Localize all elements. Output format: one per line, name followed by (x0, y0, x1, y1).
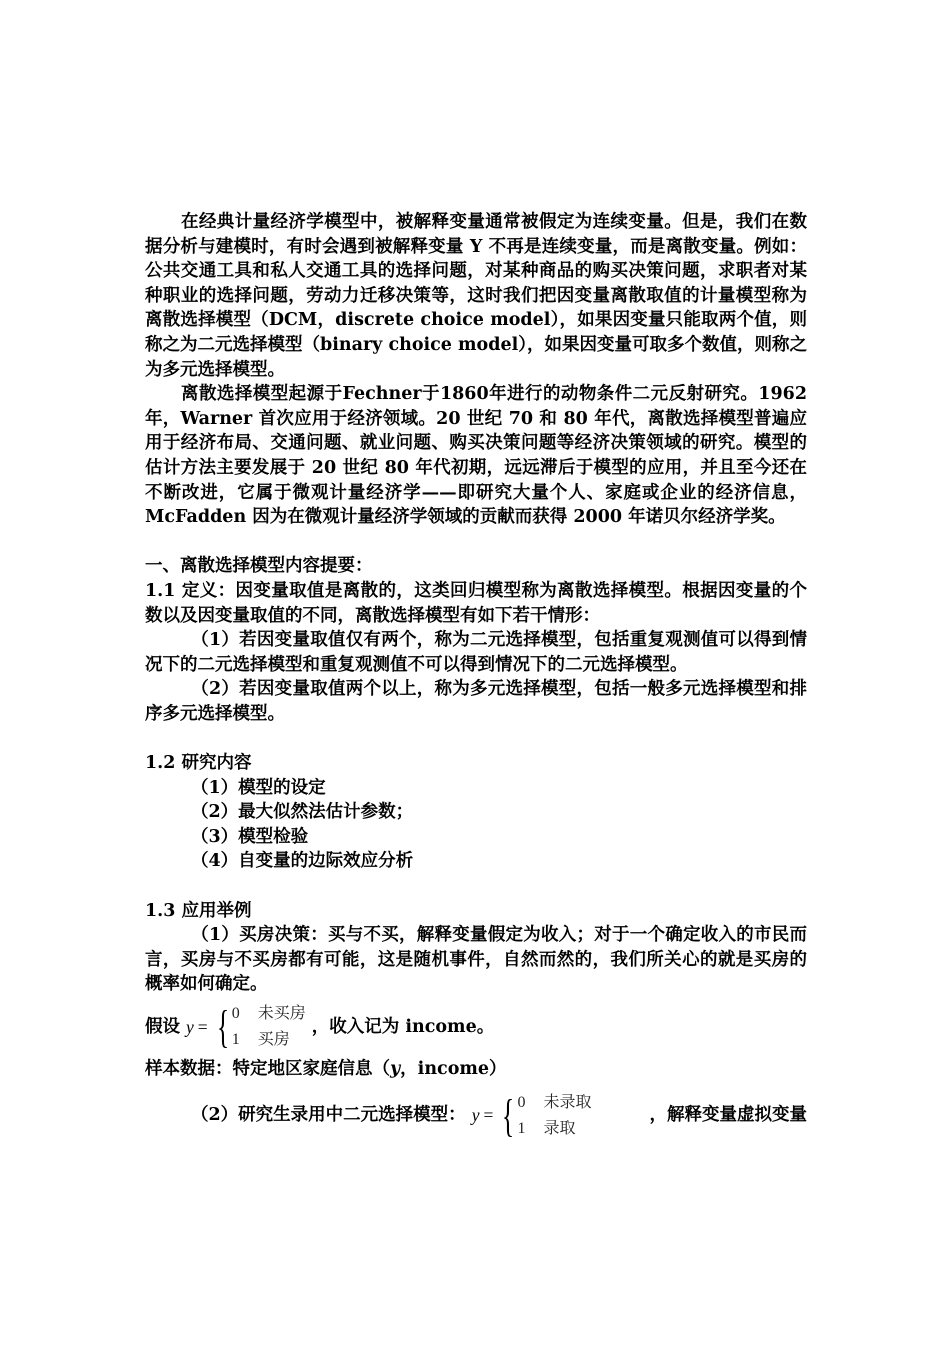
equals-sign: = (197, 1016, 208, 1037)
section-1-1-definition: 1.1 定义：因变量取值是离散的，这类回归模型称为离散选择模型。根据因变量的个数以及因变量取值的不同，离散选择模型有如下若干情形： (145, 580, 807, 626)
variable-y: y (186, 1016, 194, 1037)
cases (517, 1090, 591, 1142)
spacer (145, 530, 807, 555)
cases (232, 1001, 306, 1053)
case-row: 0 未买房 (231, 1005, 306, 1022)
spacer (145, 726, 807, 751)
section-1-2-item-2: （2）最大似然法估计参数； (191, 802, 414, 823)
section-1-2-item-3: （3）模型检验 (191, 826, 309, 847)
piecewise-function (472, 1090, 592, 1142)
example-2-equation (145, 1090, 807, 1142)
intro-paragraph-2: 离散选择模型起源于Fechner于1860年进行的动物条件二元反射研究。1962年，Warner 首次应用于经济领域。20 世纪 70 和 80 年代，离散选择模型普遍应用于经济布局、交通问题、就业问题、购买决策问题等经济决策领域的研究。模型的估计方法主要发展于 20 世纪 80 年代初期，远远滞后于模型的应用，并且至今还在不断改进，它属于微观计量经济学——即研究大量个人、家庭或企业的经济信息，McFadden 因为在微观计量经济学领域的贡献而获得 2000 年诺贝尔经济学奖。 (145, 384, 807, 528)
assume-suffix: ，收入记为 income。 (311, 1016, 495, 1037)
section-1-2-item-4: （4）自变量的边际效应分析 (191, 851, 414, 872)
case-row: 0 未录取 (517, 1093, 592, 1111)
piecewise-function (186, 1001, 306, 1053)
section-1-2-item-1: （1）模型的设定 (191, 777, 326, 798)
example-2-prefix: （2）研究生录用中二元选择模型： (191, 1105, 466, 1126)
spacer (145, 874, 807, 899)
section-1-title: 一、离散选择模型内容提要： (145, 556, 373, 577)
section-1-1-item-2: （2）若因变量取值两个以上，称为多元选择模型，包括一般多元选择模型和排序多元选择模型。 (145, 679, 807, 724)
assumption-equation (145, 1001, 807, 1053)
example-2-suffix: ，解释变量虚拟变量 (649, 1105, 807, 1126)
case-row: 1 录取 (517, 1119, 576, 1137)
variable-y: y (471, 1105, 480, 1126)
section-1-2-title: 1.2 研究内容 (145, 753, 252, 774)
sample-data-line: 样本数据：特定地区家庭信息（y，income） (145, 1059, 507, 1079)
document-body (145, 210, 807, 1146)
left-brace-icon: { (216, 1001, 229, 1052)
assume-prefix: 假设 (145, 1016, 180, 1037)
section-1-3-example-1: （1）买房决策：买与不买，解释变量假定为收入；对于一个确定收入的市民而言，买房与不买房都有可能，这是随机事件，自然而然的，我们所关心的就是买房的概率如何确定。 (145, 925, 807, 995)
case-row: 1 买房 (231, 1031, 290, 1048)
section-1-1-item-1: （1）若因变量取值仅有两个，称为二元选择模型，包括重复观测值可以得到情况下的二元选择模型和重复观测值不可以得到情况下的二元选择模型。 (145, 630, 807, 675)
equals-sign: = (483, 1105, 494, 1126)
section-1-3-title: 1.3 应用举例 (145, 900, 252, 921)
left-brace-icon: { (502, 1089, 515, 1141)
intro-paragraph-1: 在经典计量经济学模型中，被解释变量通常被假定为连续变量。但是，我们在数据分析与建模时，有时会遇到被解释变量 Y 不再是连续变量，而是离散变量。例如：公共交通工具和私人交通工具的选择问题，对某种商品的购买决策问题，求职者对某种职业的选择问题，劳动力迁移决策等，这时我们把因变量离散取值的计量模型称为离散选择模型（DCM，discrete choice model），如果因变量只能取两个值，则称之为二元选择模型（binary choice model），如果因变量可取多个数值，则称之为多元选择模型。 (145, 212, 807, 380)
